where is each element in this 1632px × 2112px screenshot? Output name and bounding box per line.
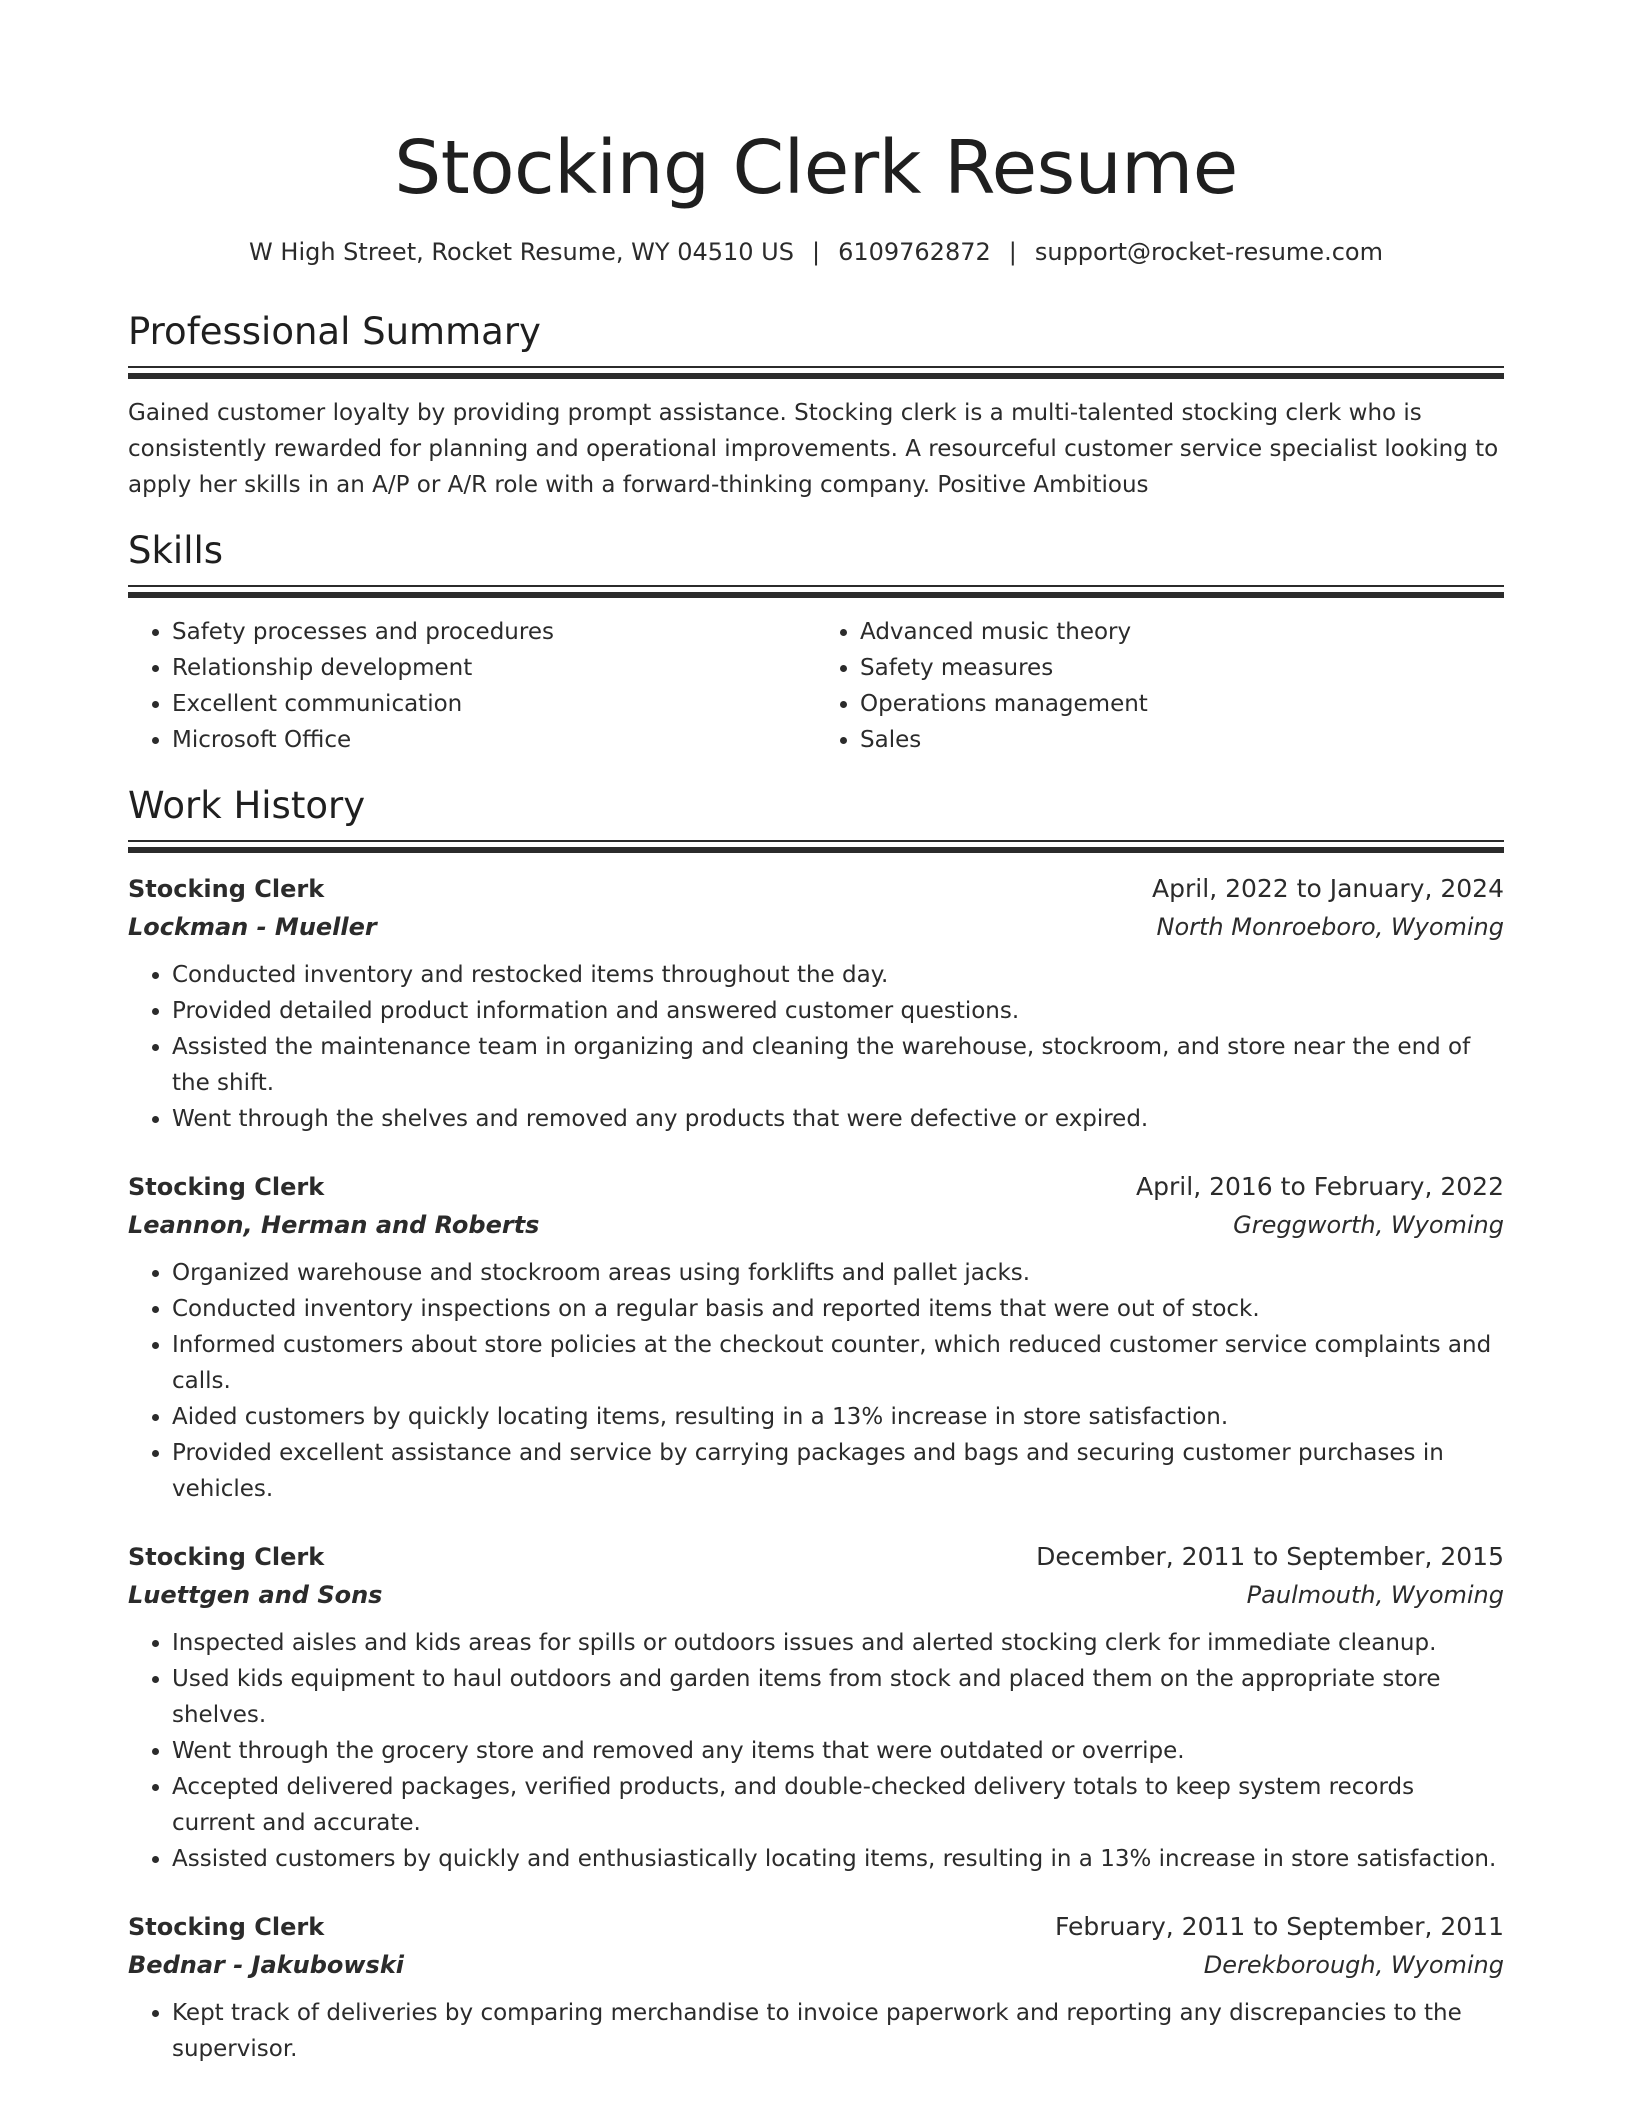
job-bullet: • Organized warehouse and stockroom areas using forklifts and pallet jacks.: [172, 1255, 1504, 1291]
skills-list: [128, 614, 1504, 758]
job-bullet: • Went through the grocery store and removed any items that were outdated or overripe.: [172, 1733, 1504, 1769]
job-entry: [128, 871, 1504, 1137]
job-location: North Monroeboro, Wyoming: [1156, 913, 1504, 941]
job-company: Lockman - Mueller: [128, 913, 377, 941]
job-bullet: • Conducted inventory and restocked items throughout the day.: [172, 957, 1504, 993]
job-company: Luettgen and Sons: [128, 1581, 383, 1609]
job-dates: February, 2011 to September, 2011: [1055, 1912, 1504, 1941]
work-history-heading: Work History: [128, 784, 366, 827]
job-entry: [128, 1909, 1504, 2067]
section-divider: [128, 366, 1504, 379]
skill-item: • Microsoft Office: [172, 722, 816, 758]
job-bullet: • Used kids equipment to haul outdoors and garden items from stock and placed them on the appropriate store shelves.: [172, 1661, 1504, 1733]
job-bullets: [128, 1625, 1504, 1877]
job-bullet: • Went through the shelves and removed any products that were defective or expired.: [172, 1101, 1504, 1137]
job-title: Stocking Clerk: [128, 1543, 325, 1571]
job-bullet: • Accepted delivered packages, verified products, and double-checked delivery totals to keep system records current and accurate.: [172, 1769, 1504, 1841]
summary-heading: Professional Summary: [128, 310, 541, 353]
summary-section: [128, 310, 1504, 503]
skills-column-right: [816, 614, 1504, 758]
job-bullet: • Aided customers by quickly locating items, resulting in a 13% increase in store satisfaction.: [172, 1399, 1504, 1435]
job-title: Stocking Clerk: [128, 875, 325, 903]
job-bullets: [128, 1995, 1504, 2067]
contact-email: support@rocket-resume.com: [1034, 238, 1383, 266]
skills-column-left: [128, 614, 816, 758]
contact-separator: |: [811, 238, 821, 266]
job-dates: April, 2022 to January, 2024: [1152, 874, 1504, 903]
job-title: Stocking Clerk: [128, 1173, 325, 1201]
job-location: Derekborough, Wyoming: [1203, 1951, 1504, 1979]
resume-page: [128, 0, 1504, 2067]
skills-heading: Skills: [128, 529, 224, 572]
job-bullet: • Provided excellent assistance and service by carrying packages and bags and securing customer purchases in vehicles.: [172, 1435, 1504, 1507]
skills-section: [128, 529, 1504, 758]
job-location: Paulmouth, Wyoming: [1246, 1581, 1504, 1609]
job-bullet: • Provided detailed product information and answered customer questions.: [172, 993, 1504, 1029]
contact-line: [128, 236, 1504, 268]
job-bullet: • Assisted the maintenance team in organizing and cleaning the warehouse, stockroom, and store near the end of the shift.: [172, 1029, 1504, 1101]
job-title: Stocking Clerk: [128, 1913, 325, 1941]
skill-item: • Sales: [860, 722, 1504, 758]
job-bullet: • Inspected aisles and kids areas for spills or outdoors issues and alerted stocking clerk for immediate cleanup.: [172, 1625, 1504, 1661]
skill-item: • Safety measures: [860, 650, 1504, 686]
job-bullet: • Kept track of deliveries by comparing merchandise to invoice paperwork and reporting any discrepancies to the supervisor.: [172, 1995, 1504, 2067]
section-divider: [128, 840, 1504, 853]
summary-text: Gained customer loyalty by providing prompt assistance. Stocking clerk is a multi-talented stocking clerk who is consistently rewarded for planning and operational improvements. A resourceful customer service specialist looking to apply her skills in an A/P or A/R role with a forward-thinking company. Positive Ambitious: [128, 400, 1499, 498]
job-bullet: • Conducted inventory inspections on a regular basis and reported items that were out of stock.: [172, 1291, 1504, 1327]
skill-item: • Excellent communication: [172, 686, 816, 722]
job-company: Bednar - Jakubowski: [128, 1951, 405, 1979]
skill-item: • Safety processes and procedures: [172, 614, 816, 650]
job-location: Greggworth, Wyoming: [1233, 1211, 1504, 1239]
work-history-section: [128, 784, 1504, 2067]
section-divider: [128, 585, 1504, 598]
job-dates: December, 2011 to September, 2015: [1036, 1542, 1504, 1571]
contact-separator: |: [1008, 238, 1017, 266]
job-bullet: • Assisted customers by quickly and enthusiastically locating items, resulting in a 13% increase in store satisfaction.: [172, 1841, 1504, 1877]
document-title: Stocking Clerk Resume: [394, 125, 1238, 211]
job-bullet: • Informed customers about store policies at the checkout counter, which reduced customer service complaints and calls.: [172, 1327, 1504, 1399]
job-entry: [128, 1169, 1504, 1507]
skill-item: • Relationship development: [172, 650, 816, 686]
contact-address: W High Street, Rocket Resume, WY 04510 US: [249, 238, 794, 266]
job-bullets: [128, 957, 1504, 1137]
job-dates: April, 2016 to February, 2022: [1136, 1172, 1504, 1201]
contact-phone: 6109762872: [838, 238, 991, 266]
skill-item: • Operations management: [860, 686, 1504, 722]
job-entry: [128, 1539, 1504, 1877]
skill-item: • Advanced music theory: [860, 614, 1504, 650]
job-bullets: [128, 1255, 1504, 1507]
job-company: Leannon, Herman and Roberts: [128, 1211, 540, 1239]
